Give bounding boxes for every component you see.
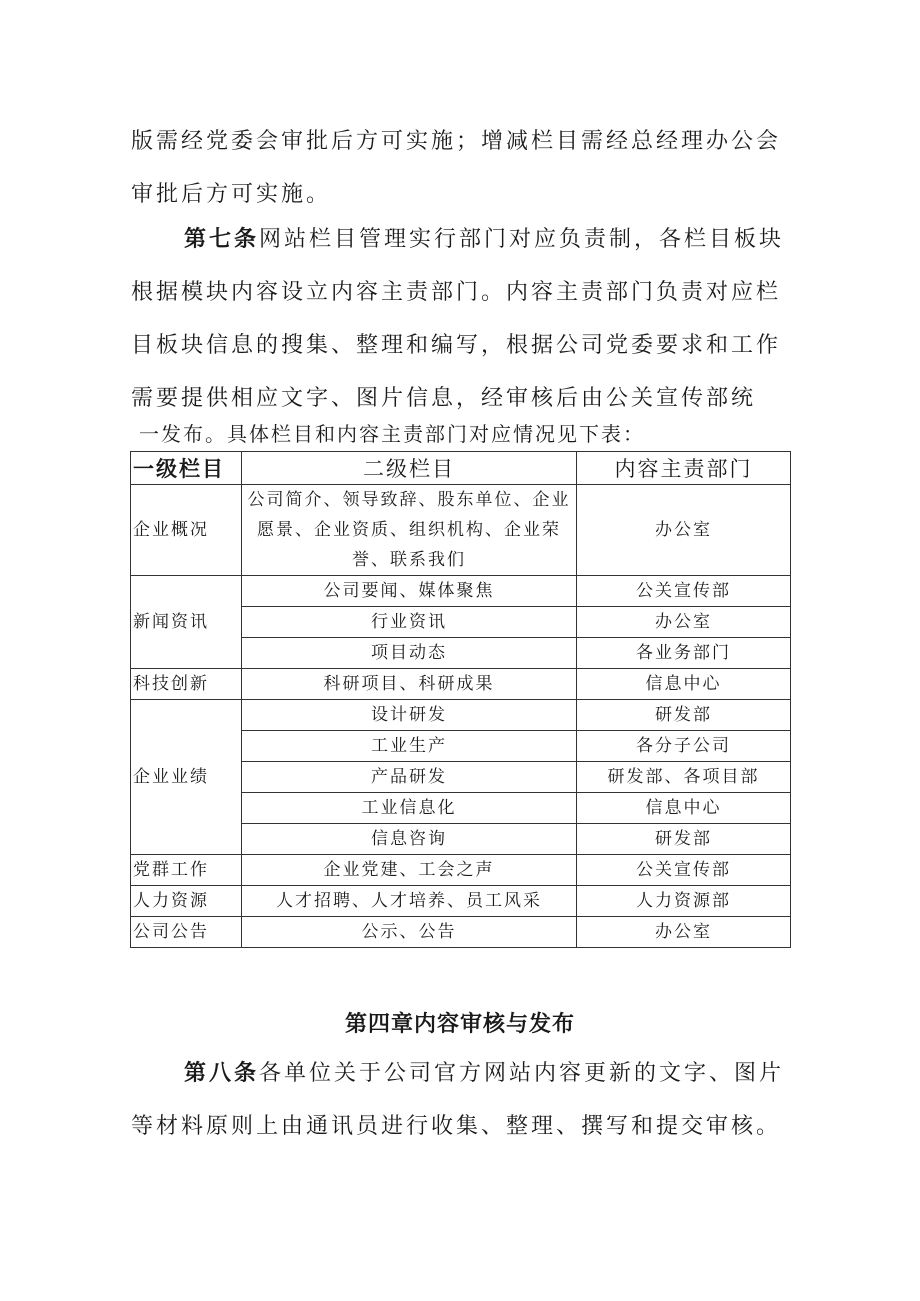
header-level2: 二级栏目 bbox=[242, 452, 577, 485]
department-cell: 研发部、各项目部 bbox=[577, 762, 791, 793]
subcolumn-cell: 行业资讯 bbox=[242, 607, 577, 638]
subcolumn-cell: 工业信息化 bbox=[242, 793, 577, 824]
subcolumn-cell: 设计研发 bbox=[242, 700, 577, 731]
article-7-body: 网站栏目管理实行部门对应负责制，各栏目板块根据模块内容设立内容主责部门。内容主责部门负责对应栏目板块信息的搜集、整理和编写，根据公司党委要求和工作需要提供相应文字、图片信息，经审核后由公关宣传部统 bbox=[131, 227, 785, 411]
table-header-row bbox=[131, 452, 791, 485]
chapter-title: 第四章内容审核与发布 bbox=[344, 1012, 575, 1037]
subcolumn-cell: 工业生产 bbox=[242, 731, 577, 762]
department-cell: 公关宣传部 bbox=[577, 576, 791, 607]
department-cell: 各业务部门 bbox=[577, 638, 791, 669]
table-row bbox=[131, 576, 791, 607]
subcolumn-cell: 公司要闻、媒体聚焦 bbox=[242, 576, 577, 607]
table-row bbox=[131, 886, 791, 917]
header-department: 内容主责部门 bbox=[577, 452, 791, 485]
subcolumn-cell: 公示、公告 bbox=[242, 917, 577, 948]
subcolumn-cell: 产品研发 bbox=[242, 762, 577, 793]
department-cell: 办公室 bbox=[577, 607, 791, 638]
subcolumn-cell: 企业党建、工会之声 bbox=[242, 855, 577, 886]
category-cell: 党群工作 bbox=[131, 855, 242, 886]
category-cell: 新闻资讯 bbox=[131, 576, 242, 669]
category-cell: 公司公告 bbox=[131, 917, 242, 948]
header-level1: 一级栏目 bbox=[131, 452, 242, 485]
article-7-heading: 第七条 bbox=[184, 227, 260, 252]
category-cell: 企业概况 bbox=[131, 485, 242, 576]
subcolumn-cell: 科研项目、科研成果 bbox=[242, 669, 577, 700]
article-7 bbox=[131, 213, 791, 425]
department-cell: 各分子公司 bbox=[577, 731, 791, 762]
article-8 bbox=[131, 1047, 791, 1153]
category-cell: 人力资源 bbox=[131, 886, 242, 917]
subcolumn-cell: 人才招聘、人才培养、员工风采 bbox=[242, 886, 577, 917]
category-cell: 企业业绩 bbox=[131, 700, 242, 855]
department-cell: 人力资源部 bbox=[577, 886, 791, 917]
department-cell: 研发部 bbox=[577, 700, 791, 731]
table-body bbox=[131, 485, 791, 948]
department-cell: 办公室 bbox=[577, 917, 791, 948]
table-row bbox=[131, 855, 791, 886]
paragraph-approval: 版需经党委会审批后方可实施；增减栏目需经总经理办公会审批后方可实施。 bbox=[131, 129, 782, 207]
category-cell: 科技创新 bbox=[131, 669, 242, 700]
subcolumn-cell: 项目动态 bbox=[242, 638, 577, 669]
department-cell: 办公室 bbox=[577, 485, 791, 576]
table-row bbox=[131, 917, 791, 948]
subcolumn-cell: 信息咨询 bbox=[242, 824, 577, 855]
article-8-body: 各单位关于公司官方网站内容更新的文字、图片等材料原则上由通讯员进行收集、整理、撰写和提交审核。 bbox=[131, 1061, 785, 1139]
department-cell: 公关宣传部 bbox=[577, 855, 791, 886]
department-cell: 研发部 bbox=[577, 824, 791, 855]
table-intro: 一发布。具体栏目和内容主责部门对应情况见下表： bbox=[139, 422, 645, 446]
table-row bbox=[131, 485, 791, 576]
department-cell: 信息中心 bbox=[577, 793, 791, 824]
column-department-table bbox=[130, 451, 791, 948]
article-8-heading: 第八条 bbox=[184, 1061, 260, 1086]
table-row bbox=[131, 669, 791, 700]
table-row bbox=[131, 700, 791, 731]
subcolumn-cell: 公司简介、领导致辞、股东单位、企业愿景、企业资质、组织机构、企业荣誉、联系我们 bbox=[242, 485, 577, 576]
department-cell: 信息中心 bbox=[577, 669, 791, 700]
